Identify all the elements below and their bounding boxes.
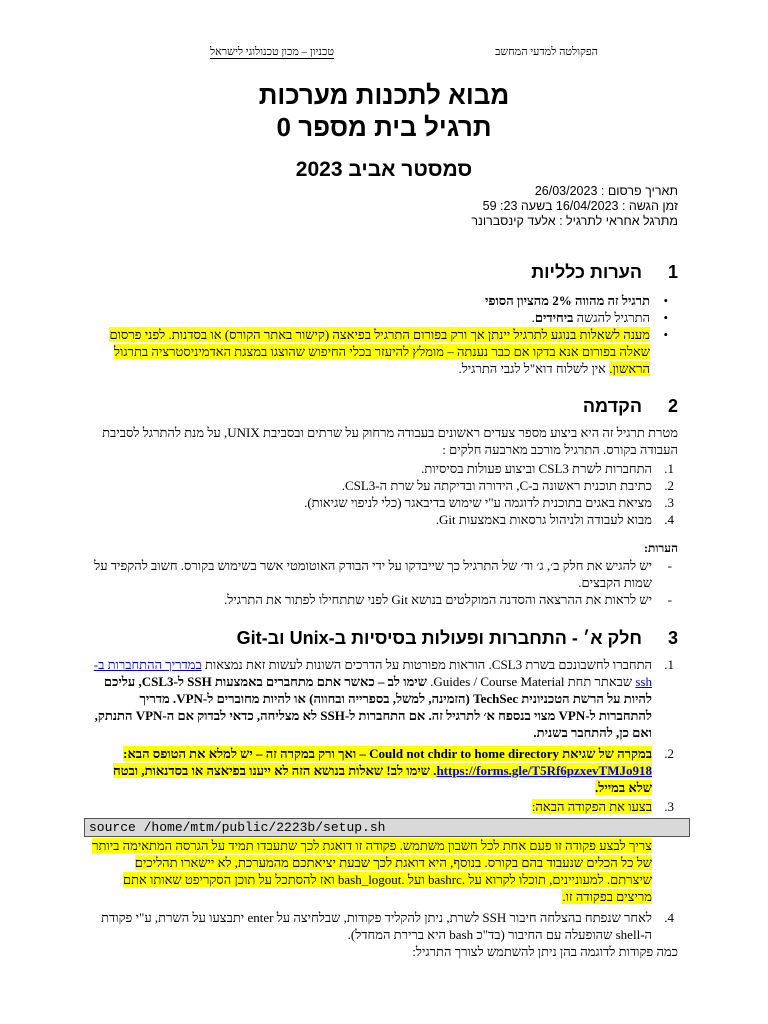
list-item	[88, 798, 678, 815]
note-text: יש לראות את ההרצאה והסדנה המוקלטים בנושא Git לפני שתתחילו לפתור את התרגיל.	[223, 592, 652, 607]
ssh-guide-link[interactable]: במדריך ההתחברות ב-ssh	[93, 657, 652, 689]
forum-note-highlight: מענה לשאלות בנוגע לתרגיל יינתן אך ורק בפורום התרגיל בפיאצה (קישור באתר הקורס) או בסדנות. לפני פרסום שאלה בפורום אנא בדקו אם כבר נענתה – מומלץ להיעזר בכלי החיפוש שהוצגו במצגת האדמיניסטרציה בתרגול הראשון.	[109, 327, 650, 376]
publish-date: תאריך פרסום : 26/03/2023	[534, 184, 678, 198]
parts-list	[88, 460, 678, 528]
setup-explanation	[88, 837, 678, 905]
item-text: מבוא לעבודה ולניהול גרסאות באמצעות Git.	[435, 512, 652, 527]
list-item	[88, 909, 678, 943]
step-2-text: במקרה של שגיאת Could not chdir to home directory – ואך ורק במקרה זה – יש למלא את הטופס הבא:	[123, 746, 652, 761]
list-item	[88, 477, 678, 494]
list-item	[88, 745, 678, 796]
section-2-number: 2	[667, 396, 678, 416]
item-number: 3.	[664, 495, 674, 510]
item-number: 3.	[664, 799, 674, 814]
note-text: יש להגיש את חלק ב׳, ג׳ וד׳ של התרגיל כך שייבדקו על ידי הבודק האוטומטי אשר בשימוש בקורס. חשוב להקפיד על שמות הקבצים.	[94, 558, 652, 590]
item-text: כתיבת תוכנית ראשונה ב-C, הידורה ובדיקתה על שרת ה-CSL3.	[341, 478, 652, 493]
exercise-meta	[471, 184, 678, 229]
part-a-steps	[88, 656, 678, 815]
section-1-number: 1	[667, 262, 678, 282]
item-number: 1.	[664, 461, 674, 476]
header-faculty: הפקולטה למדעי המחשב	[495, 46, 598, 58]
item-number: 2.	[664, 478, 674, 493]
submission-note-text: התרגיל להגשה	[573, 310, 650, 325]
list-item	[88, 326, 678, 377]
section-1-heading	[531, 262, 678, 283]
grade-weight-note: תרגיל זה מהווה 2% מהציון הסופי	[485, 293, 650, 308]
list-item	[88, 460, 678, 477]
section-3-heading	[237, 628, 678, 649]
list-item	[88, 557, 678, 591]
item-number: 4.	[664, 910, 674, 925]
example-commands-intro: כמה פקודות לדוגמה בהן ניתן להשתמש לצורך התרגיל:	[412, 944, 678, 959]
item-text: מציאת באגים בתוכנית לדוגמה ע"י שימוש בדיבאגר (כלי לניפוי שגיאות).	[304, 495, 652, 510]
list-item	[88, 656, 678, 741]
step-1-text-cont: שבאתר תחת Guides / Course Material.	[426, 674, 636, 689]
notes-list	[88, 557, 678, 608]
section-3-body	[88, 656, 678, 815]
responsible-ta: מתרגל אחראי לתרגיל : אלעד קינסברונר	[471, 214, 678, 228]
part-a-steps-cont	[88, 909, 678, 943]
notes-title: הערות:	[644, 541, 678, 555]
section-3-title: חלק א׳ - התחברות ופעולות בסיסיות ב-Unix וב-Git	[236, 628, 642, 648]
section-2-heading	[583, 396, 678, 417]
submission-note-end: .	[531, 310, 535, 325]
header-institute: טכניון – מכון טכנולוגי לישראל	[210, 46, 334, 58]
item-number: 4.	[664, 512, 674, 527]
submission-note-bold: ביחידים	[534, 310, 574, 325]
item-number: 2.	[664, 746, 674, 761]
item-text: התחברות לשרת CSL3 וביצוע פעולות בסיסיות.	[421, 461, 652, 476]
forum-note-rest: אין לשלוח דוא"ל לגבי התרגיל.	[458, 361, 610, 376]
exercise-title: תרגיל בית מספר 0	[276, 112, 492, 142]
section-1-title: הערות כלליות	[531, 262, 642, 282]
general-notes-list	[88, 292, 678, 377]
item-number: 1.	[664, 657, 674, 672]
section-3-body-cont	[88, 837, 678, 960]
step-1-warning: שימו לב – כאשר אתם מתחברים באמצעות SSH ל-CSL3, עליכם להיות על הרשת הטכניונית TechSec (הזמינה, למשל, בספרייה ובחווה) או להיות מחוברים ל-VPN. מדריך להתחברות ל-VPN מצוי בנספח א׳ לתרגיל זה. אם התחברות ל-SSH לא מצליחה, כדאי לבדוק אם ה-VPN התנתק, ואם כן, להתחבר בשנית.	[94, 674, 652, 740]
list-item	[88, 292, 678, 309]
step-4-text: לאחר שנפתח בהצלחה חיבור SSH לשרת, ניתן להקליד פקודות, שבלחיצה על enter יתבצעו על השרת, ע"י פקודת ה-shell שהופעלה עם החיבור (בד"כ bash היא ברירת המחדל).	[101, 910, 652, 942]
page-header	[0, 46, 768, 62]
step-2-text-cont: . שימו לב! שאלות בנושא הזה לא ייענו בפיאצה או בסדנאות, ובטח שלא במייל.	[112, 763, 652, 795]
section-3-number: 3	[667, 628, 678, 648]
step-3-text: בצעו את הפקודה הבאה:	[531, 799, 652, 814]
intro-paragraph: מטרת תרגיל זה היא ביצוע מספר צעדים ראשונים בעבודה מרחוק על שרתים ובסביבת UNIX, על מנת להתרגל לסביבת העבודה בקורס. התרגיל מורכב מארבעה חלקים :	[102, 425, 678, 457]
section-2-title: הקדמה	[582, 396, 642, 416]
list-item	[88, 511, 678, 528]
setup-command-code: source /home/mtm/public/2223b/setup.sh	[84, 818, 690, 837]
semester-title: סמסטר אביב 2023	[295, 158, 473, 181]
due-date: זמן הגשה : 16/04/2023 בשעה 23: 59	[482, 199, 678, 213]
setup-explanation-text: צריך לבצע פקודה זו פעם אחת לכל חשבון משתמש. פקודה זו דואגת לכך שתעבדו תמיד על הגרסה המתאימה ביותר של כל הכלים שנעבוד בהם בקורס. בנוסף, היא דואגת לכך שבעת יציאתכם מהמערכת, לא יישארו תהליכים שיצרתם. למעוניינים, תוכלו לקרוא על .bashrc ועל .bash_logout ואז להסתכל על תוכן הסקריפט שאותו אתם מריצים בפקודה זו.	[92, 838, 652, 904]
error-form-link[interactable]: https://forms.gle/T5Rf6pzxevTMJo918	[436, 763, 652, 778]
section-1-body	[88, 292, 678, 377]
list-item	[88, 494, 678, 511]
course-title: מבוא לתכנות מערכות	[258, 80, 510, 110]
section-2-body	[88, 424, 678, 608]
list-item	[88, 591, 678, 608]
list-item	[88, 309, 678, 326]
step-1-text: התחברו לחשבונכם בשרת CSL3. הוראות מפורטות על הדרכים השונות לעשות זאת נמצאות	[201, 657, 652, 672]
